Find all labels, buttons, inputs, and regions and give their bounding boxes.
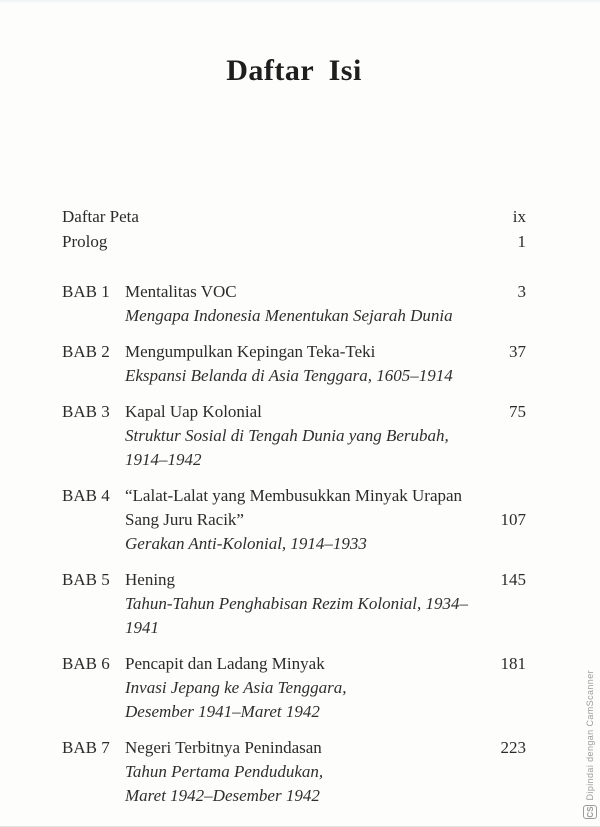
page-title: Daftar Isi — [226, 54, 362, 87]
chapter-page-number: 223 — [500, 738, 526, 757]
toc-entry — [62, 340, 526, 388]
toc-front-item — [62, 229, 526, 254]
chapter-subtitle-line: Ekspansi Belanda di Asia Tenggara, 1605–1914 — [125, 366, 453, 385]
chapter-title-line: “Lalat-Lalat yang Membusukkan Minyak Urapan — [125, 486, 463, 505]
camscanner-logo-text: CS — [585, 806, 595, 818]
table-of-contents — [0, 204, 600, 808]
toc-entry — [62, 280, 526, 328]
chapter-subtitle-line: Maret 1942–Desember 1942 — [125, 786, 320, 805]
front-item-page-number: ix — [512, 207, 526, 226]
front-item-label: Daftar Peta — [62, 207, 139, 226]
chapter-title-line: Kapal Uap Kolonial — [125, 402, 262, 421]
chapter-subtitle-line: Desember 1941–Maret 1942 — [125, 702, 320, 721]
chapter-subtitle-line: 1914–1942 — [125, 450, 202, 469]
chapter-subtitle-line: Struktur Sosial di Tengah Dunia yang Berubah, — [125, 426, 449, 445]
chapter-page-number: 37 — [509, 342, 526, 361]
toc-entry — [62, 484, 526, 556]
camscanner-watermark-text: Dipindai dengan CamScanner — [585, 669, 595, 800]
front-matter-list — [62, 204, 526, 254]
chapter-title-line: Mentalitas VOC — [125, 282, 237, 301]
chapter-label: BAB 3 — [62, 402, 110, 421]
chapter-page-number: 107 — [500, 510, 526, 529]
camscanner-logo — [583, 805, 597, 819]
toc-entry — [62, 736, 526, 808]
chapter-page-number: 181 — [500, 654, 526, 673]
toc-entry — [62, 400, 526, 472]
chapter-page-number: 145 — [500, 570, 526, 589]
chapter-label: BAB 5 — [62, 570, 110, 589]
toc-entry — [62, 652, 526, 724]
chapter-label: BAB 4 — [62, 486, 110, 505]
chapter-subtitle-line: Invasi Jepang ke Asia Tenggara, — [125, 678, 347, 697]
chapter-page-number: 75 — [509, 402, 526, 421]
toc-entry — [62, 568, 526, 640]
chapter-page-number: 3 — [517, 282, 526, 301]
front-item-page-number: 1 — [517, 232, 526, 251]
chapter-label: BAB 7 — [62, 738, 110, 757]
front-item-label: Prolog — [62, 232, 108, 251]
chapter-label: BAB 2 — [62, 342, 110, 361]
chapter-title-line: Pencapit dan Ladang Minyak — [125, 654, 325, 673]
chapter-subtitle-line: Tahun-Tahun Penghabisan Rezim Kolonial, 1934–1941 — [125, 594, 469, 637]
chapter-subtitle-line: Tahun Pertama Pendudukan, — [125, 762, 324, 781]
chapter-subtitle-line: Gerakan Anti-Kolonial, 1914–1933 — [125, 534, 367, 553]
chapter-title-line: Mengumpulkan Kepingan Teka-Teki — [125, 342, 376, 361]
chapter-label: BAB 6 — [62, 654, 110, 673]
toc-front-item — [62, 204, 526, 229]
chapter-title-line: Sang Juru Racik” — [125, 510, 244, 529]
chapter-label: BAB 1 — [62, 282, 110, 301]
chapter-title-line: Hening — [125, 570, 176, 589]
chapter-subtitle-line: Mengapa Indonesia Menentukan Sejarah Dunia — [125, 306, 453, 325]
camscanner-watermark — [583, 670, 597, 819]
chapter-title-line: Negeri Terbitnya Penindasan — [125, 738, 322, 757]
